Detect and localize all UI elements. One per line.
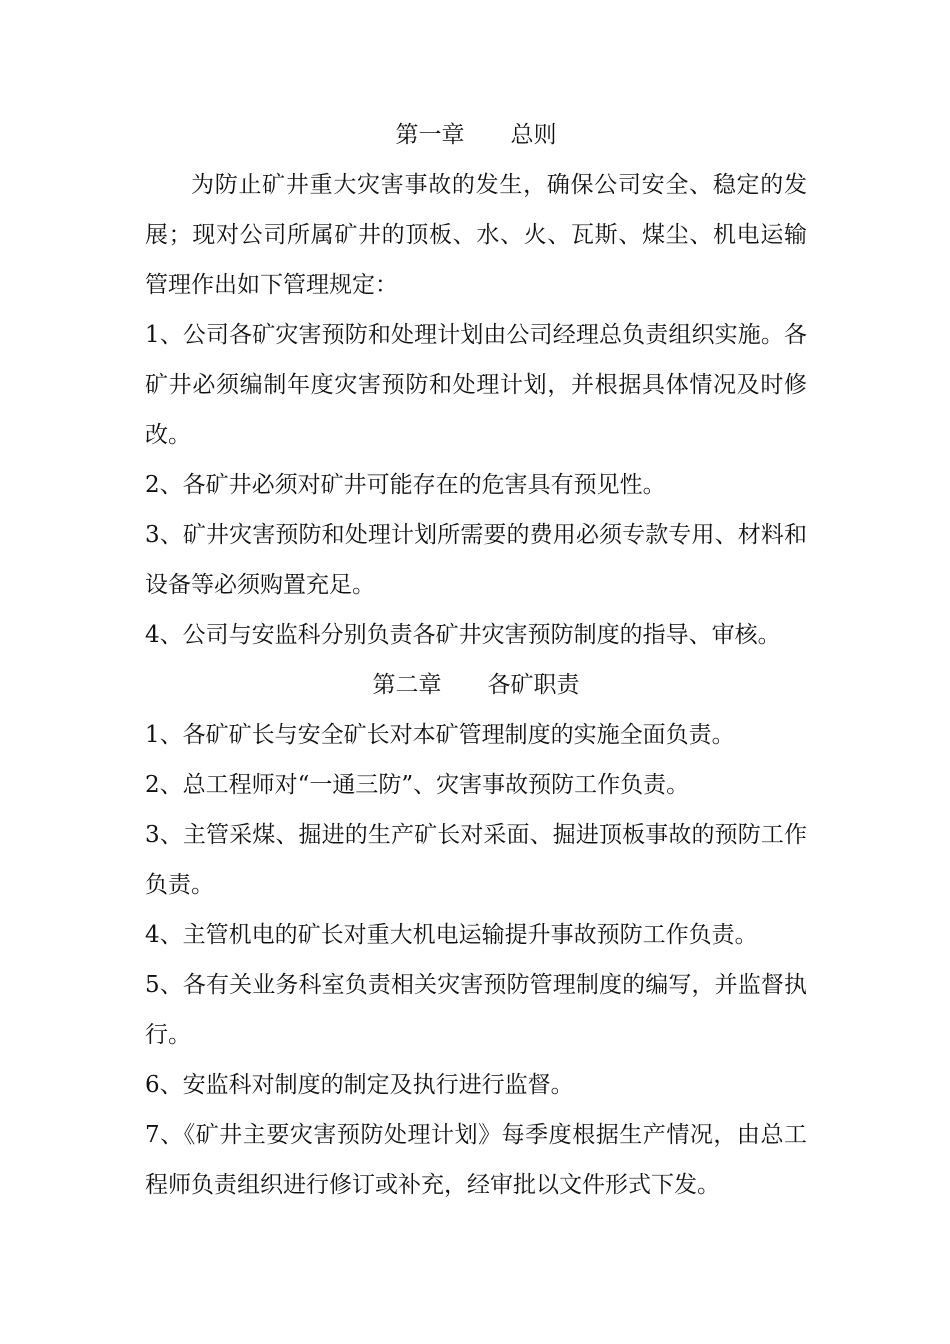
chapter-2-item-1: 1、各矿矿长与安全矿长对本矿管理制度的实施全面负责。 <box>145 722 735 748</box>
document-page <box>145 110 807 1210</box>
chapter-2-item-3: 3、主管采煤、掘进的生产矿长对采面、掘进顶板事故的预防工作负责。 <box>145 822 807 898</box>
chapter-2-item-5: 5、各有关业务科室负责相关灾害预防管理制度的编写，并监督执行。 <box>145 972 807 1048</box>
chapter-1-item-2: 2、各矿井必须对矿井可能存在的危害具有预见性。 <box>145 472 666 498</box>
chapter-1-intro: 为防止矿井重大灾害事故的发生，确保公司安全、稳定的发展；现对公司所属矿井的顶板、水、火、瓦斯、煤尘、机电运输管理作出如下管理规定： <box>145 172 807 298</box>
chapter-2-item-4: 4、主管机电的矿长对重大机电运输提升事故预防工作负责。 <box>145 922 758 948</box>
chapter-2-item-6: 6、安监科对制度的制定及执行进行监督。 <box>145 1072 574 1098</box>
chapter-2-title: 第二章 各矿职责 <box>372 672 580 698</box>
chapter-2-item-2: 2、总工程师对“一通三防”、灾害事故预防工作负责。 <box>145 772 690 798</box>
chapter-1-title: 第一章 总则 <box>395 122 557 148</box>
chapter-2-item-7: 7、《矿井主要灾害预防处理计划》每季度根据生产情况，由总工程师负责组织进行修订或补充，经审批以文件形式下发。 <box>145 1122 807 1198</box>
chapter-1-item-3: 3、矿井灾害预防和处理计划所需要的费用必须专款专用、材料和设备等必须购置充足。 <box>145 522 807 598</box>
chapter-1-item-4: 4、公司与安监科分别负责各矿井灾害预防制度的指导、审核。 <box>145 622 781 648</box>
chapter-1-item-1: 1、公司各矿灾害预防和处理计划由公司经理总负责组织实施。各矿井必须编制年度灾害预防和处理计划，并根据具体情况及时修改。 <box>145 322 807 448</box>
